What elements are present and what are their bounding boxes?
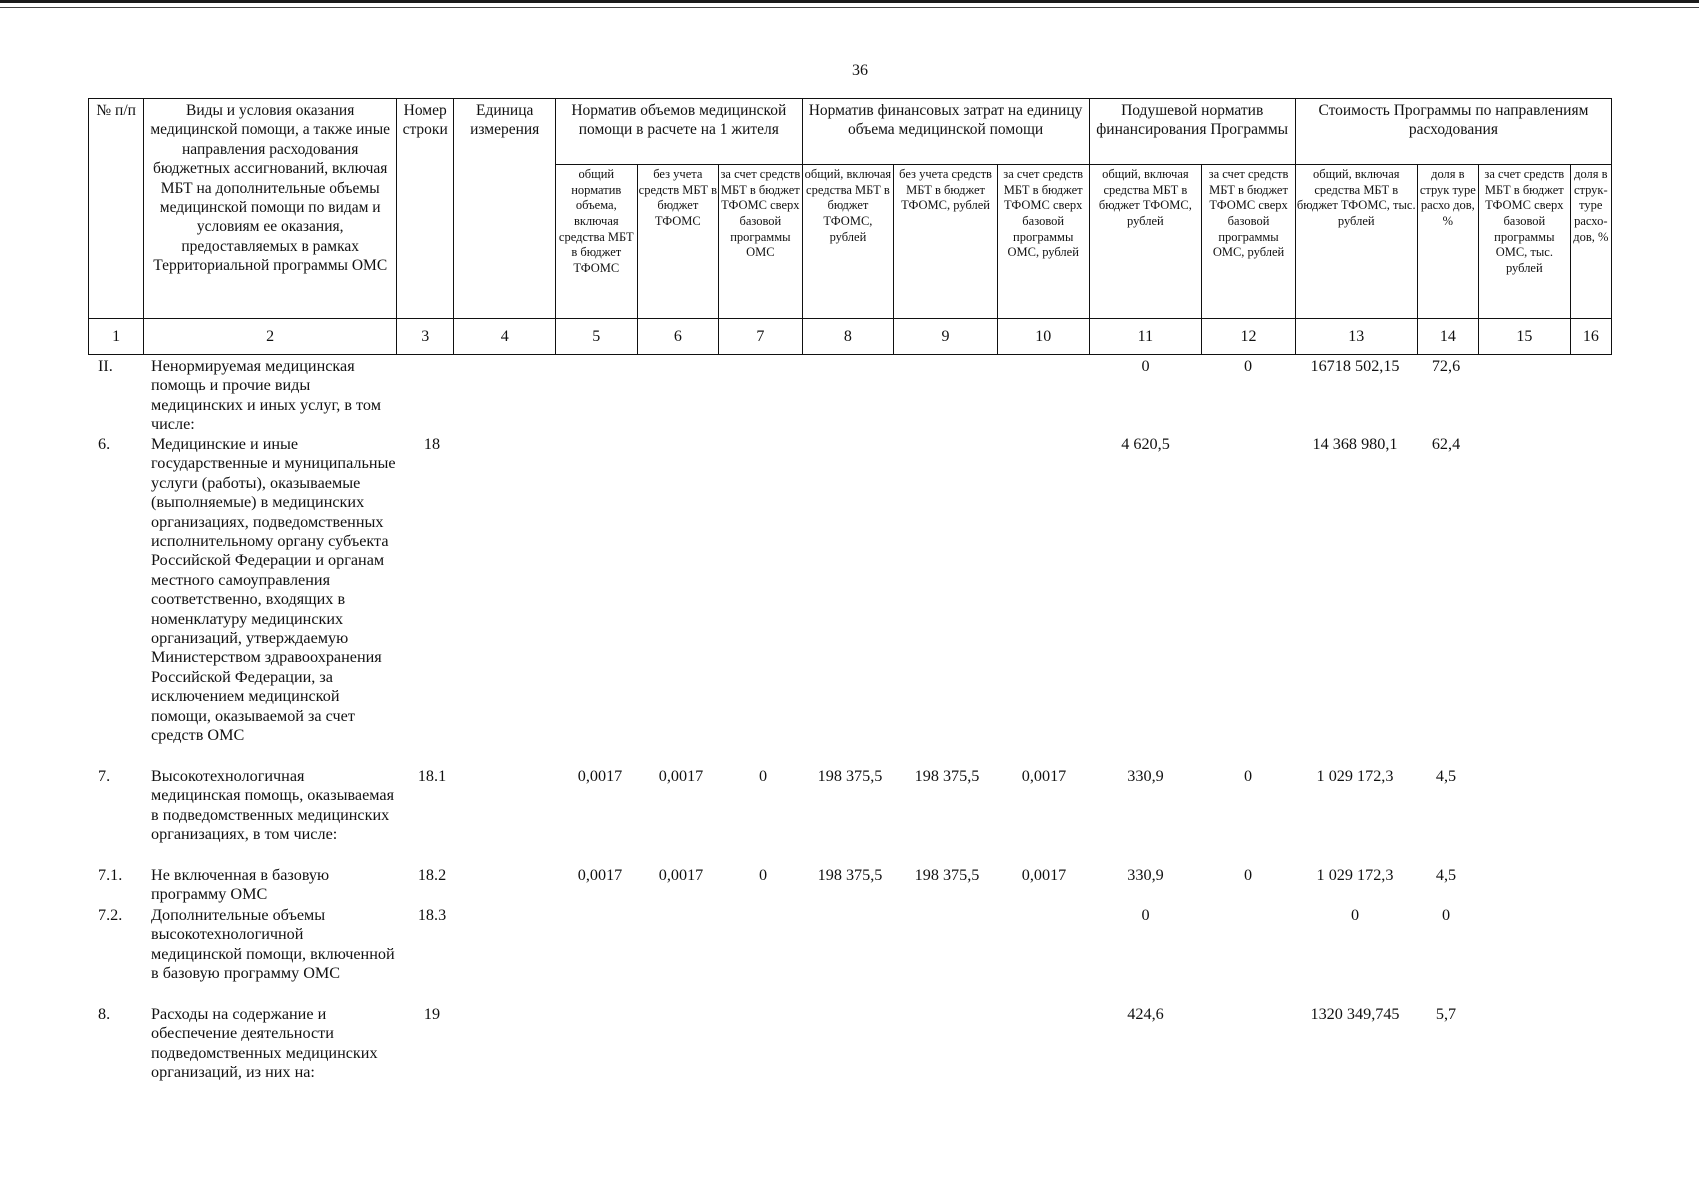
header-col-no: № п/п (89, 99, 144, 319)
row-4-percapita-total: 330,9 (1127, 866, 1164, 884)
row-3-program-share: 4,5 (1435, 767, 1457, 785)
header-number-6: 6 (637, 319, 719, 355)
row-3-volume-mbt: 0 (758, 767, 768, 785)
row-3-volume-total: 0,0017 (577, 767, 623, 785)
row-3-name: Высокотехнологичная медицинская помощь, оказываемая в подведомственных медицинских организациях, в том числе: (151, 767, 395, 844)
header-sub-6: без учета средств МБТ в бюджет ТФОМС (637, 165, 719, 319)
header-sub-10: за счет средств МБТ в бюджет ТФОМС сверх базовой программы ОМС, рублей (997, 165, 1089, 319)
header-sub-14: доля в струк туре расхо дов, % (1417, 165, 1478, 319)
row-6-percapita-total: 424,6 (1127, 1005, 1164, 1023)
header-number-5: 5 (556, 319, 638, 355)
page-number: 36 (852, 62, 868, 79)
table-header (88, 98, 1612, 355)
row-4-no: 7.1. (98, 866, 123, 884)
header-sub-8: общий, включая средства МБТ в бюджет ТФОМС, рублей (802, 165, 894, 319)
row-4-name: Не включенная в базовую программу ОМС (151, 866, 330, 904)
row-5-program-total: 0 (1350, 906, 1360, 924)
header-number-11: 11 (1089, 319, 1202, 355)
row-5-percapita-total: 0 (1141, 906, 1150, 924)
row-5-name: Дополнительные объемы высокотехнологичной медицинской помощи, включенной в базовую программу ОМС (151, 906, 395, 983)
row-4-percapita-mbt: 0 (1243, 866, 1253, 884)
row-2-name: Медицинские и иные государственные и муниципальные услуги (работы), оказываемые (выполняемые) в медицинских организациях, подведомственных исполнительному органу субъекта Российской Федерации и органам местного самоуправления соответственно, входящих в номенклатуру медицинских организаций, утверждаемую Министерством здравоохранения Российской Федерации, за исключением медицинской помощи, оказываемой за счет средств ОМС (151, 435, 396, 745)
header-sub-12: за счет средств МБТ в бюджет ТФОМС сверх базовой программы ОМС, рублей (1202, 165, 1296, 319)
header-number-12: 12 (1202, 319, 1296, 355)
row-4-volume-total: 0,0017 (577, 866, 623, 884)
header-group-program: Стоимость Программы по направлениям расходования (1295, 99, 1611, 165)
row-2-program-total: 14 368 980,1 (1312, 435, 1398, 453)
row-4-volume-mbt: 0 (758, 866, 768, 884)
row-5-program-share: 0 (1441, 906, 1451, 924)
row-6-program-share: 5,7 (1435, 1005, 1457, 1023)
row-4-program-share: 4,5 (1435, 866, 1457, 884)
row-1-program-total: 16718 502,15 (1310, 357, 1400, 375)
header-number-13: 13 (1295, 319, 1417, 355)
header-number-1: 1 (89, 319, 144, 355)
row-6-line: 19 (423, 1005, 441, 1023)
header-sub-5: общий норматив объема, включая средства МБТ в бюджет ТФОМС (556, 165, 638, 319)
row-2-program-share: 62,4 (1431, 435, 1461, 453)
header-sub-13: общий, включая средства МБТ в бюджет ТФОМС, тыс. рублей (1295, 165, 1417, 319)
row-4-line: 18.2 (417, 866, 447, 884)
row-6-name: Расходы на содержание и обеспечение деятельности подведомственных медицинских организаций, из них на: (151, 1005, 378, 1082)
header-sub-15: за счет средств МБТ в бюджет ТФОМС сверх базовой программы ОМС, тыс. рублей (1479, 165, 1571, 319)
row-1-percapita-total: 0 (1141, 357, 1150, 375)
row-2-percapita-total: 4 620,5 (1121, 435, 1170, 453)
header-col-line: Номер строки (397, 99, 454, 319)
header-sub-16: доля в струк- туре расхо- дов, % (1570, 165, 1611, 319)
row-1-percapita-mbt: 0 (1243, 357, 1253, 375)
scan-edge-line (0, 0, 1699, 3)
row-6-program-total: 1320 349,745 (1310, 1005, 1400, 1023)
row-3-cost-no-mbt: 198 375,5 (914, 767, 980, 785)
header-sub-7: за счет средств МБТ в бюджет ТФОМС сверх базовой программы ОМС (719, 165, 803, 319)
header-number-8: 8 (802, 319, 894, 355)
row-1-no: II. (98, 357, 113, 375)
row-3-line: 18.1 (417, 767, 447, 785)
header-group-volume: Норматив объемов медицинской помощи в расчете на 1 жителя (556, 99, 803, 165)
row-2-no: 6. (98, 435, 111, 453)
row-3-cost-mbt: 0,0017 (1021, 767, 1067, 785)
row-3-cost-total: 198 375,5 (817, 767, 883, 785)
header-sub-11: общий, включая средства МБТ в бюджет ТФОМС, рублей (1089, 165, 1202, 319)
row-4-cost-total: 198 375,5 (817, 866, 883, 884)
row-5-line: 18.3 (417, 906, 447, 924)
scan-edge-line-thin (0, 7, 1699, 8)
row-6-no: 8. (98, 1005, 111, 1023)
header-sub-9: без учета средств МБТ в бюджет ТФОМС, рублей (894, 165, 998, 319)
header-col-unit: Единица измерения (454, 99, 556, 319)
header-number-16: 16 (1570, 319, 1611, 355)
header-number-9: 9 (894, 319, 998, 355)
row-3-no: 7. (98, 767, 111, 785)
header-col-name: Виды и условия оказания медицинской помощи, а также иные направления расходования бюджетных ассигнований, включая МБТ на дополнительные объемы медицинской помощи по видам и условиям ее оказания, предоставляемых в рамках Территориальной программы ОМС (144, 99, 397, 319)
row-1-name: Ненормируемая медицинская помощь и прочие виды медицинских и иных услуг, в том числе: (151, 357, 381, 434)
row-3-percapita-total: 330,9 (1127, 767, 1164, 785)
header-number-4: 4 (454, 319, 556, 355)
row-4-cost-no-mbt: 198 375,5 (914, 866, 980, 884)
row-3-percapita-mbt: 0 (1243, 767, 1253, 785)
row-4-cost-mbt: 0,0017 (1021, 866, 1067, 884)
row-5-no: 7.2. (98, 906, 123, 924)
header-group-cost: Норматив финансовых затрат на единицу объема медицинской помощи (802, 99, 1089, 165)
header-number-7: 7 (719, 319, 803, 355)
row-1-program-share: 72,6 (1431, 357, 1461, 375)
header-number-2: 2 (144, 319, 397, 355)
header-number-10: 10 (997, 319, 1089, 355)
row-4-program-total: 1 029 172,3 (1316, 866, 1394, 884)
header-number-15: 15 (1479, 319, 1571, 355)
header-number-3: 3 (397, 319, 454, 355)
row-2-line: 18 (423, 435, 441, 453)
row-3-volume-no-mbt: 0,0017 (658, 767, 704, 785)
row-3-program-total: 1 029 172,3 (1316, 767, 1394, 785)
header-number-14: 14 (1417, 319, 1478, 355)
header-group-percapita: Подушевой норматив финансирования Программы (1089, 99, 1295, 165)
row-4-volume-no-mbt: 0,0017 (658, 866, 704, 884)
